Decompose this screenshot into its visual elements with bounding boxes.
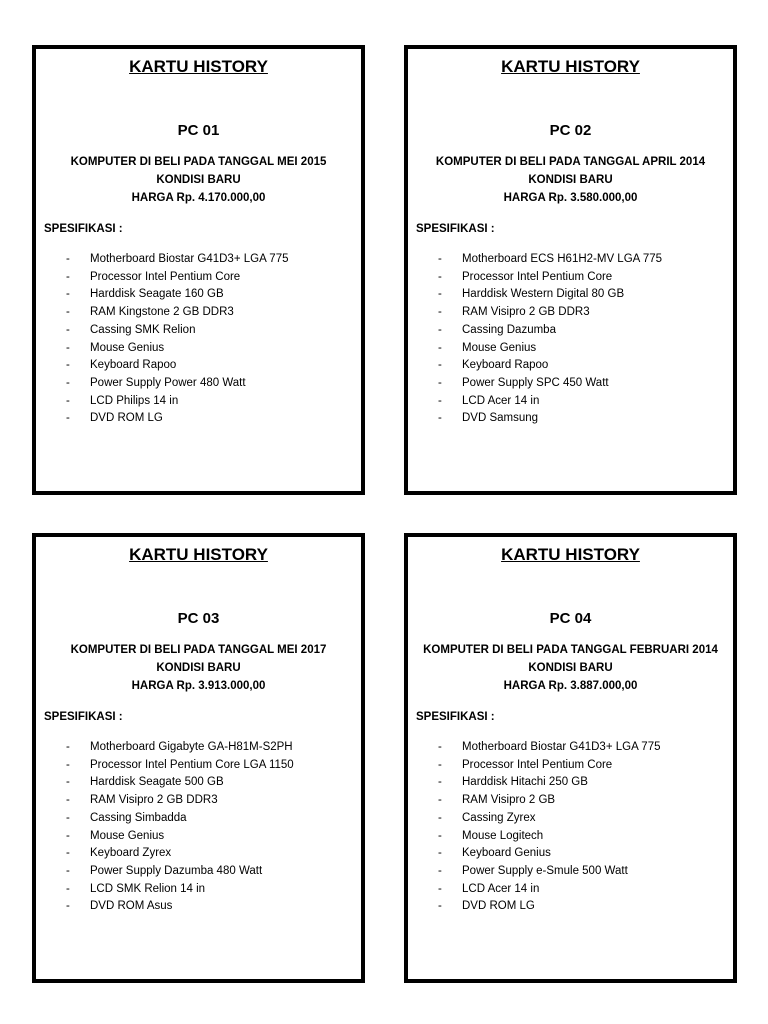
- spec-item: [66, 304, 289, 322]
- spec-item: [66, 774, 294, 792]
- spec-text: Keyboard Rapoo: [462, 359, 549, 372]
- history-card-pc01: [32, 45, 365, 495]
- bullet-dash: -: [438, 900, 442, 913]
- spec-text: LCD Acer 14 in: [462, 394, 540, 407]
- bullet-dash: -: [438, 253, 442, 265]
- spec-item: [66, 845, 294, 863]
- spec-text: Keyboard Zyrex: [90, 847, 172, 860]
- bullet-dash: -: [438, 394, 442, 407]
- bullet-dash: -: [438, 864, 442, 877]
- spec-text: Cassing Zyrex: [462, 811, 536, 824]
- spec-item: [66, 393, 289, 411]
- spec-text: LCD SMK Relion 14 in: [90, 882, 206, 895]
- condition: KONDISI BARU: [156, 662, 241, 674]
- price: HARGA Rp. 3.913.000,00: [131, 680, 266, 692]
- bullet-dash: -: [438, 306, 442, 319]
- bullet-dash: -: [66, 270, 70, 283]
- purchase-info: [36, 153, 361, 207]
- spec-text: Keyboard Genius: [462, 847, 551, 860]
- spec-item: [438, 304, 662, 322]
- condition: KONDISI BARU: [528, 174, 613, 186]
- spec-text: RAM Kingstone 2 GB DDR3: [90, 306, 234, 319]
- bullet-dash: -: [66, 341, 70, 354]
- spec-text: DVD ROM Asus: [90, 900, 173, 913]
- pc-name: PC 01: [177, 122, 220, 139]
- bullet-dash: -: [438, 323, 442, 336]
- spec-text: Cassing Simbadda: [90, 811, 187, 824]
- pc-name: PC 04: [549, 610, 592, 627]
- spec-item: [438, 269, 662, 287]
- history-card-pc02: [404, 45, 737, 495]
- spec-item: [66, 739, 294, 757]
- bullet-dash: -: [66, 847, 70, 860]
- bullet-dash: -: [438, 794, 442, 807]
- spec-text: LCD Philips 14 in: [90, 394, 179, 407]
- spec-item: [66, 269, 289, 287]
- bullet-dash: -: [438, 412, 442, 425]
- spec-text: Processor Intel Pentium Core LGA 1150: [90, 758, 294, 771]
- spec-text: Harddisk Hitachi 250 GB: [462, 776, 588, 789]
- spec-text: Motherboard Biostar G41D3+ LGA 775: [90, 253, 289, 265]
- spec-text: Harddisk Seagate 160 GB: [90, 288, 224, 301]
- spec-label: SPESIFIKASI :: [416, 223, 495, 235]
- spec-item: [438, 357, 662, 375]
- price: HARGA Rp. 4.170.000,00: [131, 192, 266, 204]
- spec-text: Cassing Dazumba: [462, 323, 556, 336]
- purchase-date: KOMPUTER DI BELI PADA TANGGAL MEI 2015: [70, 156, 327, 168]
- price: HARGA Rp. 3.580.000,00: [503, 192, 638, 204]
- spec-item: [438, 792, 661, 810]
- bullet-dash: -: [66, 776, 70, 789]
- purchase-date: KOMPUTER DI BELI PADA TANGGAL FEBRUARI 2014: [423, 644, 718, 656]
- spec-item: [438, 845, 661, 863]
- purchase-date: KOMPUTER DI BELI PADA TANGGAL APRIL 2014: [435, 156, 706, 168]
- spec-text: RAM Visipro 2 GB DDR3: [462, 306, 590, 319]
- spec-list: [438, 739, 661, 916]
- spec-text: Processor Intel Pentium Core: [90, 270, 241, 283]
- purchase-info: [408, 641, 733, 695]
- condition: KONDISI BARU: [528, 662, 613, 674]
- spec-list: [66, 251, 289, 428]
- spec-list: [438, 251, 662, 428]
- bullet-dash: -: [66, 758, 70, 771]
- price: HARGA Rp. 3.887.000,00: [503, 680, 638, 692]
- spec-text: Cassing SMK Relion: [90, 323, 196, 336]
- spec-text: Processor Intel Pentium Core: [462, 758, 613, 771]
- spec-text: Motherboard ECS H61H2-MV LGA 775: [462, 253, 663, 265]
- bullet-dash: -: [438, 882, 442, 895]
- bullet-dash: -: [438, 359, 442, 372]
- spec-item: [438, 810, 661, 828]
- spec-item: [438, 739, 661, 757]
- bullet-dash: -: [438, 341, 442, 354]
- card-title: KARTU HISTORY: [501, 545, 640, 564]
- card-title: KARTU HISTORY: [129, 57, 268, 76]
- spec-label: SPESIFIKASI :: [44, 223, 123, 235]
- spec-text: Processor Intel Pentium Core: [462, 270, 613, 283]
- purchase-date: KOMPUTER DI BELI PADA TANGGAL MEI 2017: [70, 644, 327, 656]
- purchase-info: [36, 641, 361, 695]
- bullet-dash: -: [66, 741, 70, 753]
- bullet-dash: -: [438, 376, 442, 389]
- spec-text: Keyboard Rapoo: [90, 359, 177, 372]
- spec-text: DVD Samsung: [462, 412, 539, 425]
- bullet-dash: -: [66, 794, 70, 807]
- bullet-dash: -: [438, 758, 442, 771]
- bullet-dash: -: [66, 394, 70, 407]
- bullet-dash: -: [66, 306, 70, 319]
- spec-item: [66, 357, 289, 375]
- bullet-dash: -: [438, 811, 442, 824]
- spec-item: [438, 393, 662, 411]
- spec-label: SPESIFIKASI :: [416, 711, 495, 723]
- spec-item: [438, 322, 662, 340]
- spec-text: RAM Visipro 2 GB: [462, 794, 556, 807]
- spec-text: Harddisk Seagate 500 GB: [90, 776, 224, 789]
- spec-text: RAM Visipro 2 GB DDR3: [90, 794, 218, 807]
- spec-item: [438, 898, 661, 916]
- spec-text: DVD ROM LG: [462, 900, 535, 913]
- spec-text: LCD Acer 14 in: [462, 882, 540, 895]
- spec-text: Mouse Genius: [462, 341, 537, 354]
- spec-item: [438, 251, 662, 269]
- spec-item: [438, 286, 662, 304]
- spec-item: [438, 863, 661, 881]
- pc-name: PC 02: [549, 122, 592, 139]
- spec-text: Power Supply Power 480 Watt: [90, 376, 246, 389]
- spec-item: [438, 375, 662, 393]
- spec-text: Motherboard Gigabyte GA-H81M-S2PH: [90, 741, 293, 753]
- bullet-dash: -: [66, 882, 70, 895]
- spec-item: [66, 898, 294, 916]
- spec-item: [438, 881, 661, 899]
- spec-item: [66, 810, 294, 828]
- bullet-dash: -: [438, 270, 442, 283]
- card-title: KARTU HISTORY: [501, 57, 640, 76]
- spec-text: Motherboard Biostar G41D3+ LGA 775: [462, 741, 661, 753]
- bullet-dash: -: [66, 829, 70, 842]
- spec-item: [66, 286, 289, 304]
- spec-item: [66, 828, 294, 846]
- bullet-dash: -: [438, 741, 442, 753]
- spec-item: [66, 251, 289, 269]
- spec-item: [438, 757, 661, 775]
- spec-item: [66, 410, 289, 428]
- bullet-dash: -: [66, 253, 70, 265]
- bullet-dash: -: [438, 288, 442, 301]
- history-card-pc03: [32, 533, 365, 983]
- spec-item: [66, 863, 294, 881]
- spec-text: Mouse Genius: [90, 341, 165, 354]
- bullet-dash: -: [66, 811, 70, 824]
- card-title: KARTU HISTORY: [129, 545, 268, 564]
- spec-item: [66, 322, 289, 340]
- spec-item: [66, 792, 294, 810]
- spec-list: [66, 739, 294, 916]
- history-card-pc04: [404, 533, 737, 983]
- spec-text: DVD ROM LG: [90, 412, 163, 425]
- bullet-dash: -: [66, 864, 70, 877]
- spec-item: [438, 410, 662, 428]
- spec-item: [438, 340, 662, 358]
- bullet-dash: -: [66, 376, 70, 389]
- spec-text: Harddisk Western Digital 80 GB: [462, 288, 625, 301]
- condition: KONDISI BARU: [156, 174, 241, 186]
- bullet-dash: -: [438, 847, 442, 860]
- spec-item: [438, 828, 661, 846]
- spec-text: Power Supply SPC 450 Watt: [462, 376, 609, 389]
- spec-text: Mouse Genius: [90, 829, 165, 842]
- spec-text: Mouse Logitech: [462, 829, 544, 842]
- spec-item: [66, 881, 294, 899]
- spec-item: [438, 774, 661, 792]
- spec-text: Power Supply e-Smule 500 Watt: [462, 864, 628, 877]
- bullet-dash: -: [66, 900, 70, 913]
- spec-item: [66, 757, 294, 775]
- bullet-dash: -: [438, 776, 442, 789]
- bullet-dash: -: [438, 829, 442, 842]
- spec-text: Power Supply Dazumba 480 Watt: [90, 864, 263, 877]
- bullet-dash: -: [66, 412, 70, 425]
- spec-item: [66, 375, 289, 393]
- bullet-dash: -: [66, 288, 70, 301]
- spec-label: SPESIFIKASI :: [44, 711, 123, 723]
- purchase-info: [408, 153, 733, 207]
- bullet-dash: -: [66, 323, 70, 336]
- bullet-dash: -: [66, 359, 70, 372]
- pc-name: PC 03: [177, 610, 220, 627]
- spec-item: [66, 340, 289, 358]
